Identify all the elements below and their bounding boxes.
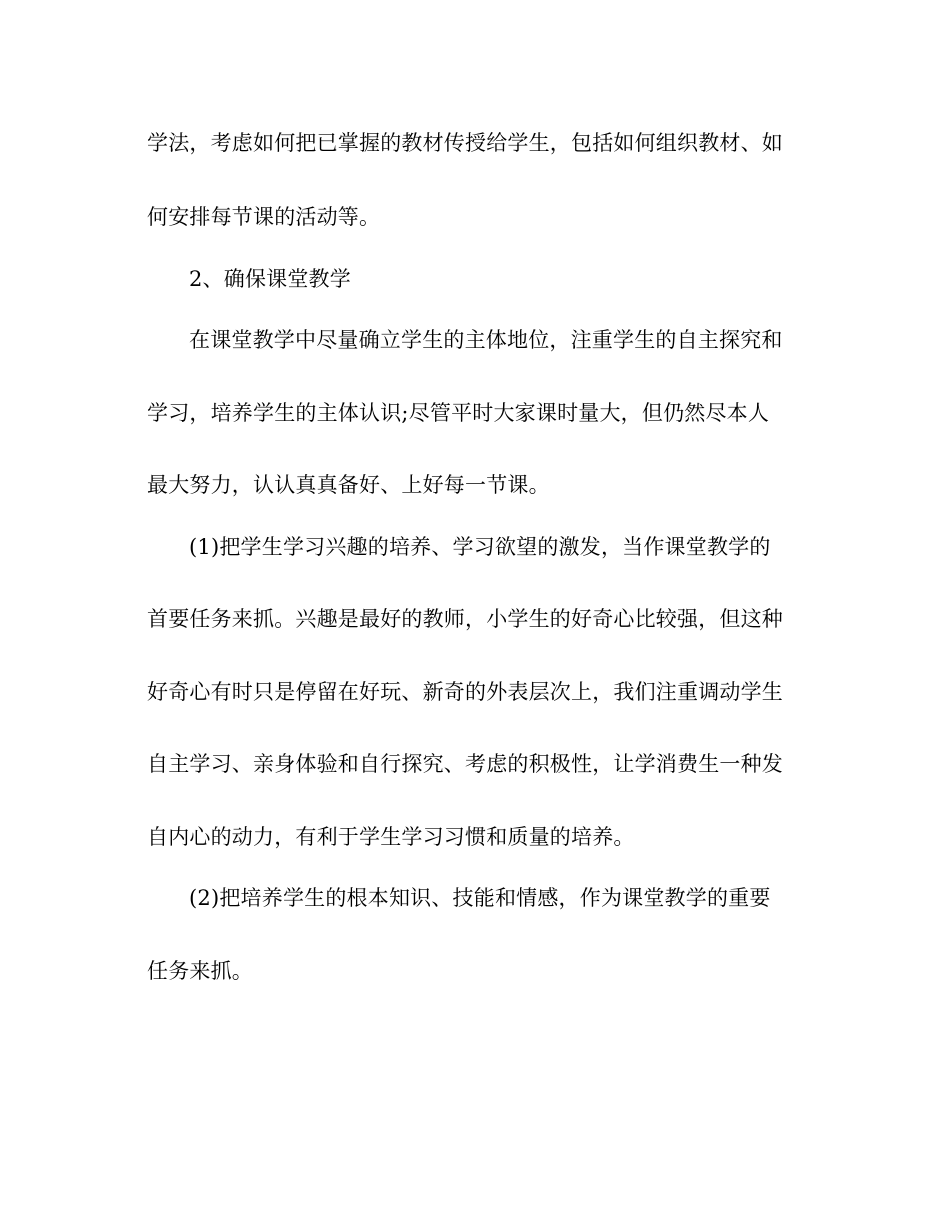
- text-line: 在课堂教学中尽量确立学生的主体地位，注重学生的自主探究和: [189, 328, 783, 352]
- text-line: 首要任务来抓。兴趣是最好的教师，小学生的好奇心比较强，但这种: [147, 607, 783, 631]
- text-line: 学习，培养学生的主体认识;尽管平时大家课时量大，但仍然尽本人: [147, 401, 770, 425]
- section-heading: 2、确保课堂教学: [189, 267, 351, 291]
- text-line: 好奇心有时只是停留在好玩、新奇的外表层次上，我们注重调动学生: [147, 680, 783, 704]
- text-line: (2)把培养学生的根本知识、技能和情感，作为课堂教学的重要: [189, 886, 771, 910]
- text-line: 何安排每节课的活动等。: [147, 205, 381, 229]
- text-line: 自主学习、亲身体验和自行探究、考虑的积极性，让学消费生一种发: [147, 752, 783, 776]
- text-line: 最大努力，认认真真备好、上好每一节课。: [147, 473, 550, 497]
- text-line: 自内心的动力，有利于学生学习习惯和质量的培养。: [147, 825, 635, 849]
- text-line: 学法，考虑如何把已掌握的教材传授给学生，包括如何组织教材、如: [147, 131, 783, 155]
- text-line: (1)把学生学习兴趣的培养、学习欲望的激发，当作课堂教学的: [189, 535, 771, 559]
- text-line: 任务来抓。: [147, 959, 253, 983]
